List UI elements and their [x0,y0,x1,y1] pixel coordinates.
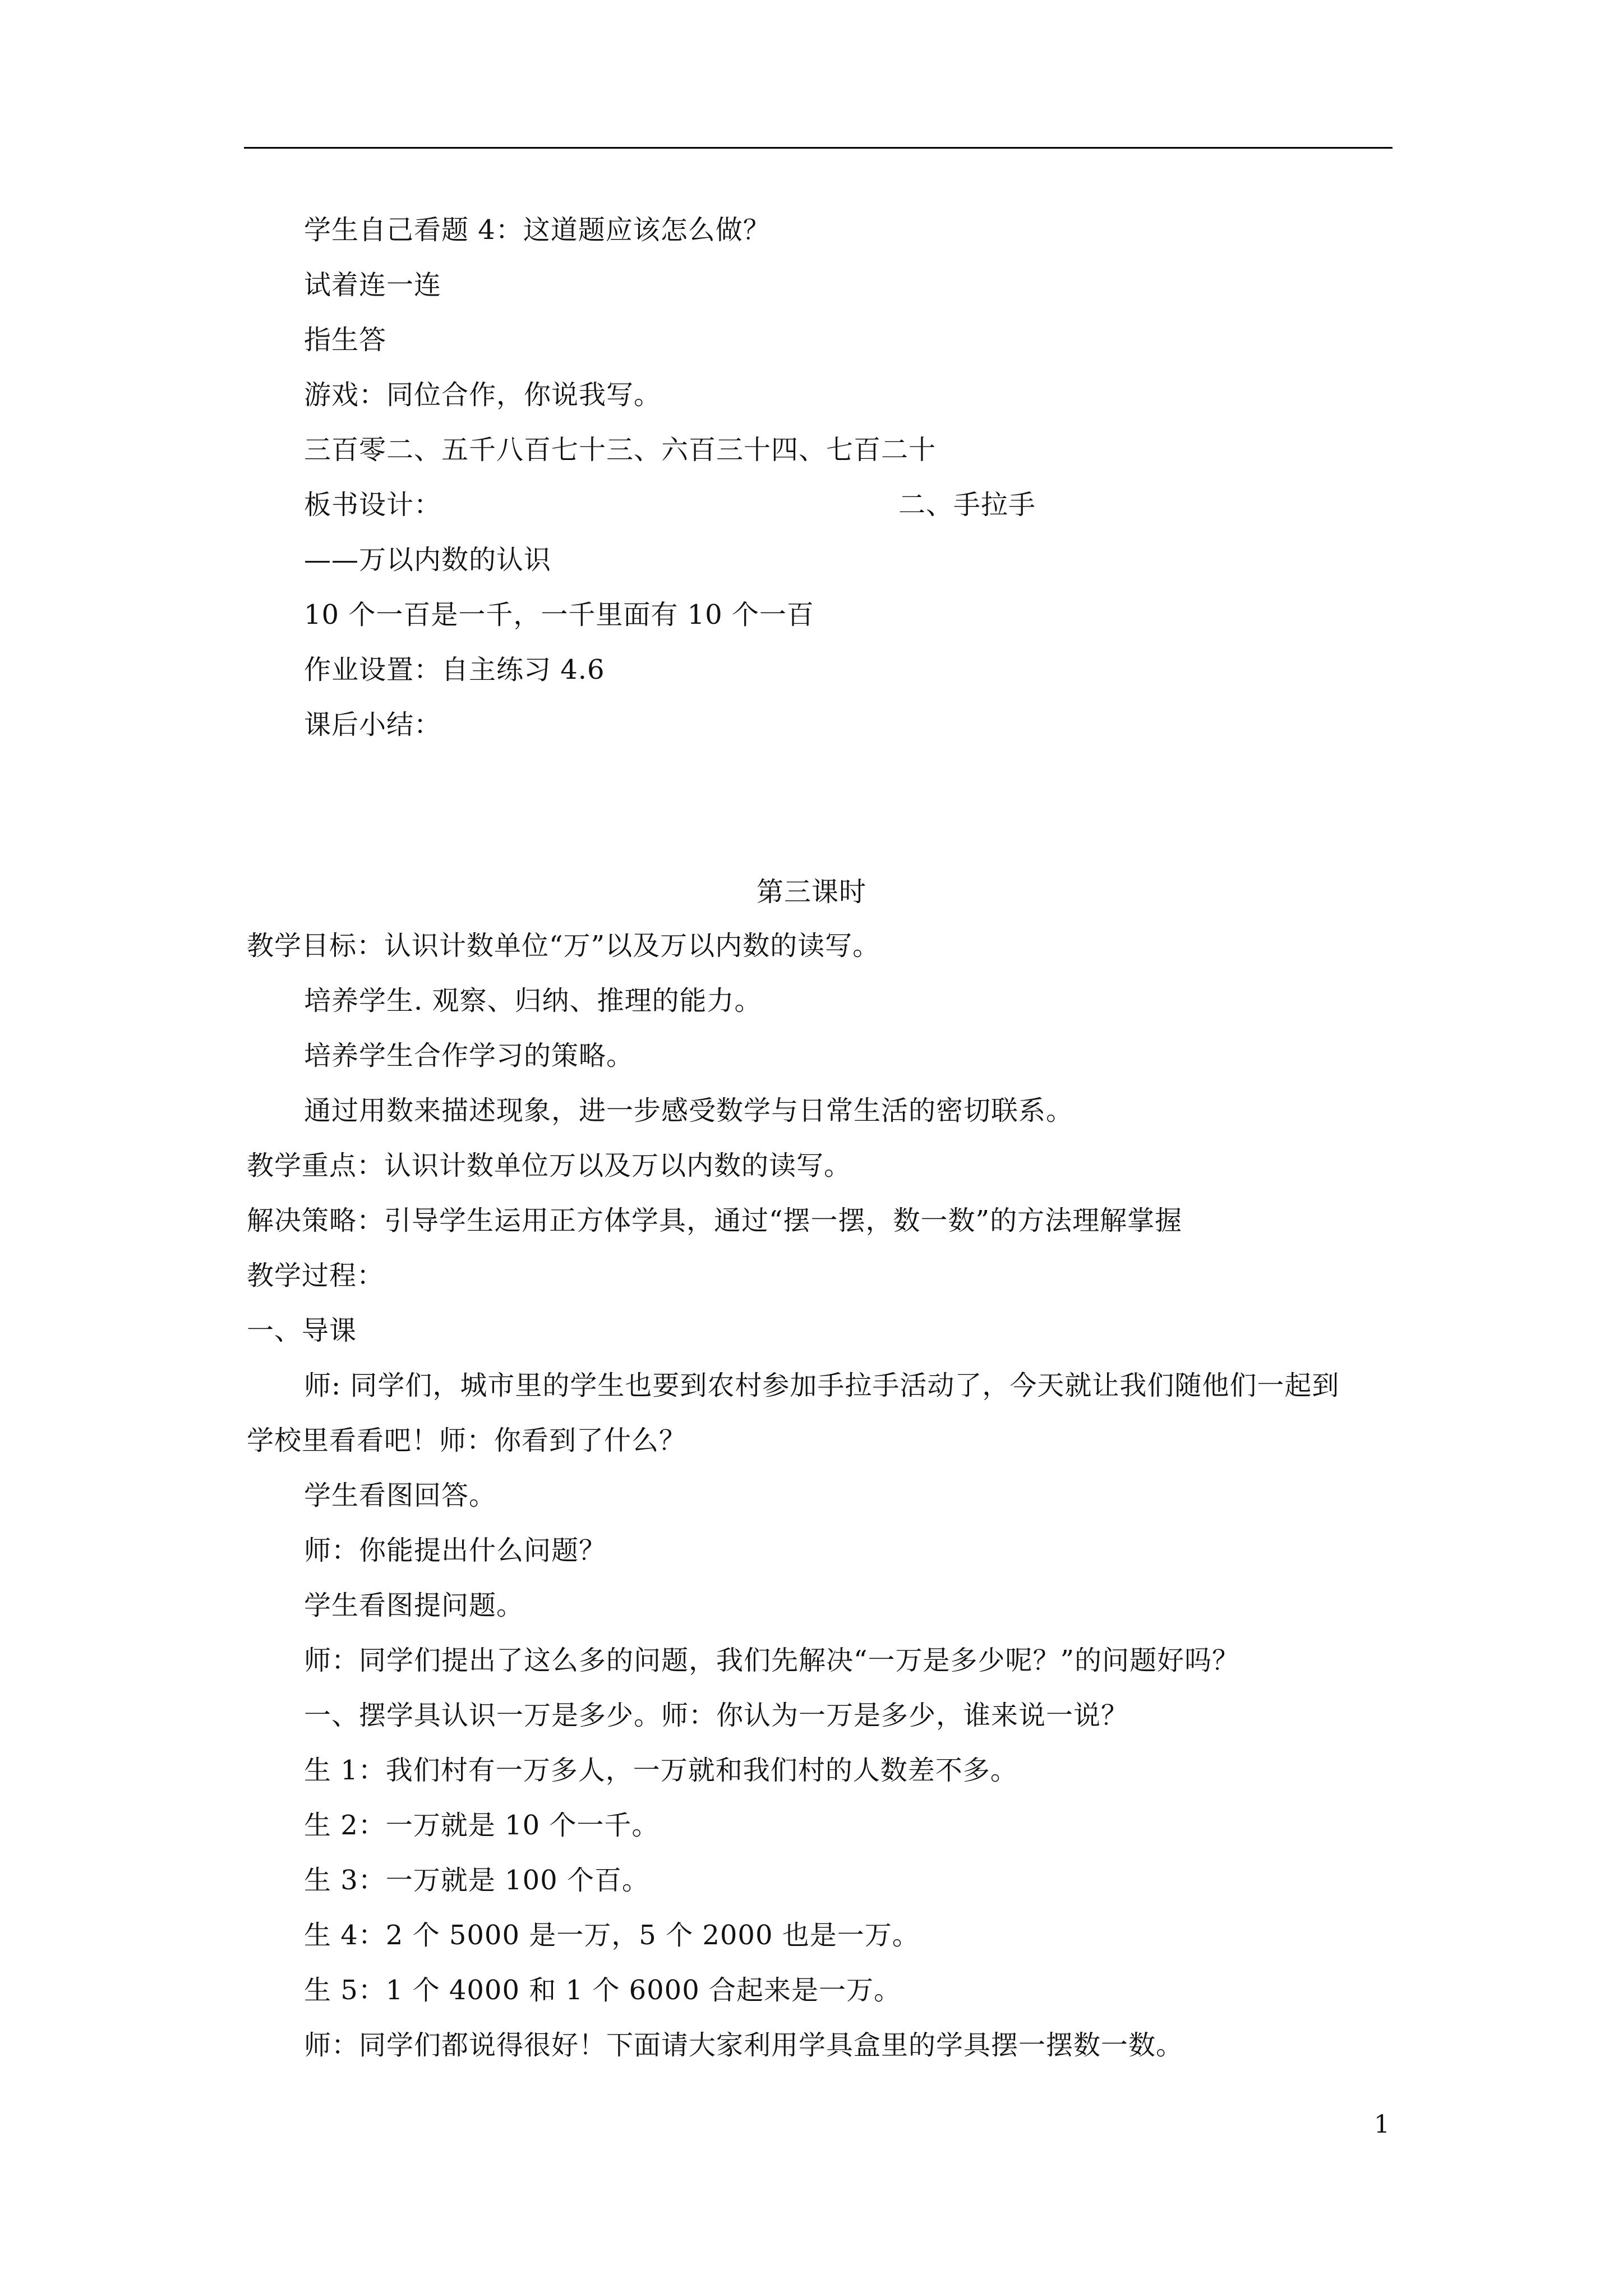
dialogue-line: 师：同学们都说得很好！下面请大家利用学具盒里的学具摆一摆数一数。 [304,2030,1184,2061]
dialogue-line: 生 5：1 个 4000 和 1 个 6000 合起来是一万。 [304,1975,901,2006]
header-rule [244,147,1393,149]
strategy: 解决策略：引导学生运用正方体学具，通过“摆一摆，数一数”的方法理解掌握 [247,1205,1183,1236]
goal-item: 通过用数来描述现象，进一步感受数学与日常生活的密切联系。 [304,1095,1074,1126]
text-line: ——万以内数的认识 [304,544,552,576]
dialogue-line: 师：你能提出什么问题？ [304,1535,607,1566]
section-title: 第三课时 [756,876,866,908]
paragraph-line: 师: 同学们，城市里的学生也要到农村参加手拉手活动了，今天就让我们随他们一起到 [304,1370,1340,1401]
text-line: 游戏：同位合作，你说我写。 [304,379,662,411]
dialogue-line: 生 4：2 个 5000 是一万，5 个 2000 也是一万。 [304,1920,920,1951]
paragraph-line: 学校里看看吧！师：你看到了什么？ [247,1425,687,1456]
dialogue-line: 生 2：一万就是 10 个一千。 [304,1810,660,1841]
dialogue-line: 一、摆学具认识一万是多少。师：你认为一万是多少，谁来说一说？ [304,1700,1129,1731]
teaching-goal: 教学目标：认识计数单位“万”以及万以内数的读写。 [247,930,880,961]
text-line: 三百零二、五千八百七十三、六百三十四、七百二十 [304,434,937,466]
text-line: 课后小结： [304,709,442,740]
dialogue-line: 师：同学们提出了这么多的问题，我们先解决“一万是多少呢？”的问题好吗？ [304,1645,1240,1676]
intro-heading: 一、导课 [247,1315,357,1346]
goal-item: 培养学生. 观察、归纳、推理的能力。 [304,985,762,1016]
dialogue-line: 生 1：我们村有一万多人，一万就和我们村的人数差不多。 [304,1755,1018,1786]
dialogue-line: 生 3：一万就是 100 个百。 [304,1865,649,1896]
text-line: 指生答 [304,324,387,356]
key-point: 教学重点：认识计数单位万以及万以内数的读写。 [247,1150,852,1181]
text-line: 学生自己看题 4：这道题应该怎么做？ [304,214,771,246]
text-line: 试着连一连 [304,269,442,301]
text-line: 作业设置：自主练习 4.6 [304,654,605,685]
board-design-label: 板书设计： [304,489,442,521]
goal-item: 培养学生合作学习的策略。 [304,1040,634,1071]
dialogue-line: 学生看图回答。 [304,1480,497,1511]
text-line: 10 个一百是一千，一千里面有 10 个一百 [304,599,814,631]
board-design-title: 二、手拉手 [898,489,1036,521]
process-heading: 教学过程： [247,1260,385,1291]
page-number: 1 [1374,2110,1390,2139]
dialogue-line: 学生看图提问题。 [304,1590,524,1621]
